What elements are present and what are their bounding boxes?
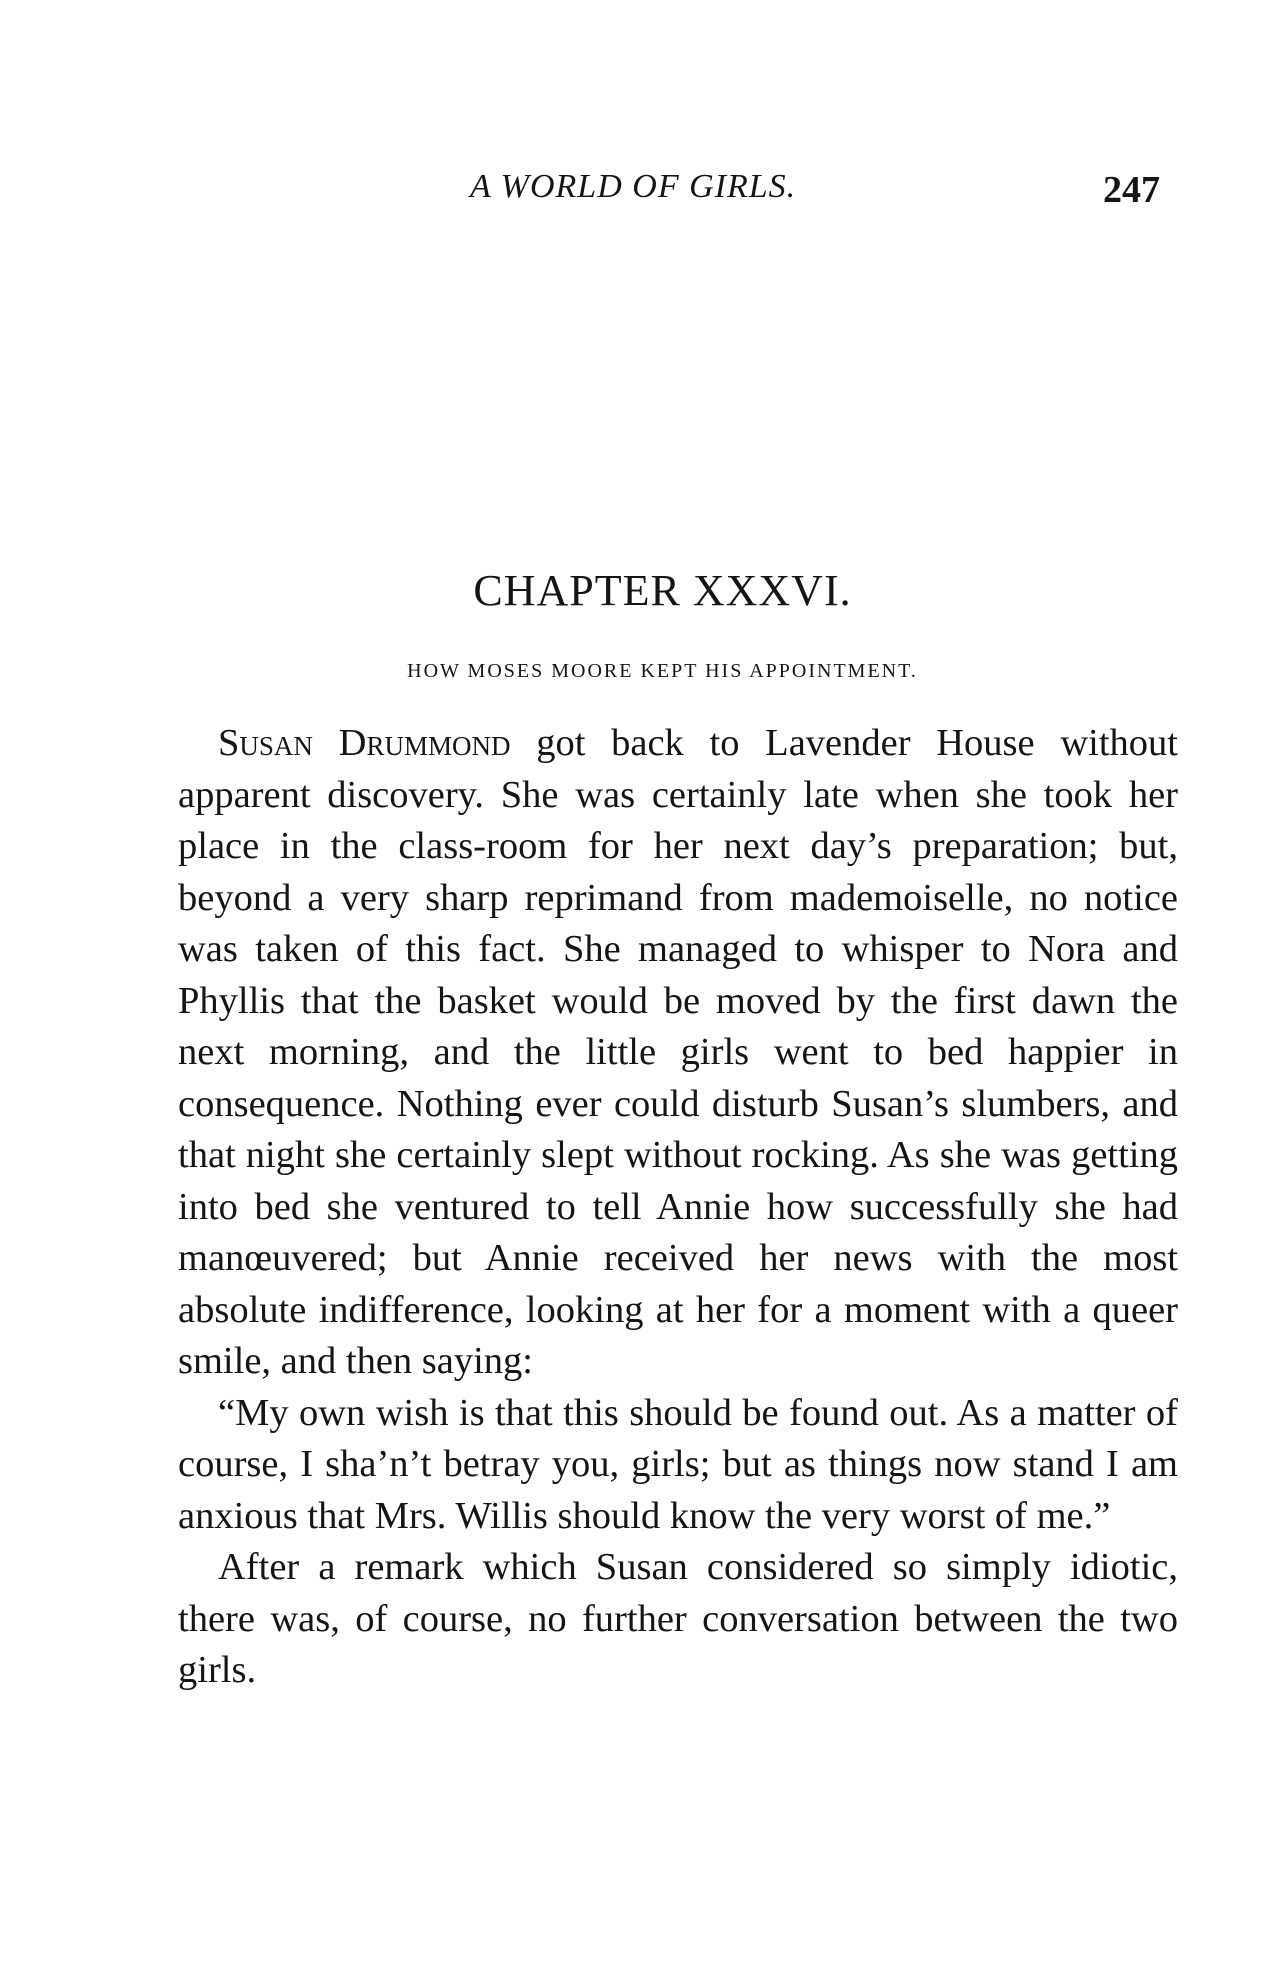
paragraph-1-text: got back to Lavender House without apparent discovery. She was certainly late when she took her place in the class-room for her next day’s preparation; but, beyond a very sharp reprimand from mademoiselle, no notice was taken of this fact. She managed to whisper to Nora and Phyllis that the basket would be moved by the first dawn the next morning, and the little girls went to bed happier in consequence. Nothing ever could disturb Susan’s slumbers, and that night she certainly slept without rocking. As she was getting into bed she ventured to tell Annie how successfully she had manœuvered; but Annie received her news with the most absolute indifference, looking at her for a moment with a queer smile, and then saying: (178, 722, 1178, 1382)
chapter-body (178, 718, 1178, 1697)
paragraph-3: After a remark which Susan considered so simply idiotic, there was, of course, no further conversation between the two girls. (178, 1546, 1178, 1691)
page-number: 247 (1103, 169, 1160, 211)
running-title: A WORLD OF GIRLS. (470, 168, 797, 205)
chapter-title: CHAPTER XXXVI. (473, 566, 852, 615)
running-head (180, 168, 1180, 218)
paragraph-1 (178, 718, 1178, 1388)
opening-name: Susan Drummond (218, 722, 511, 764)
paragraph-2: “My own wish is that this should be found out. As a matter of course, I sha’n’t betray you, girls; but as things now stand I am anxious that Mrs. Willis should know the very worst of me.” (178, 1391, 1178, 1537)
chapter-subtitle: HOW MOSES MOORE KEPT HIS APPOINTMENT. (407, 660, 918, 682)
